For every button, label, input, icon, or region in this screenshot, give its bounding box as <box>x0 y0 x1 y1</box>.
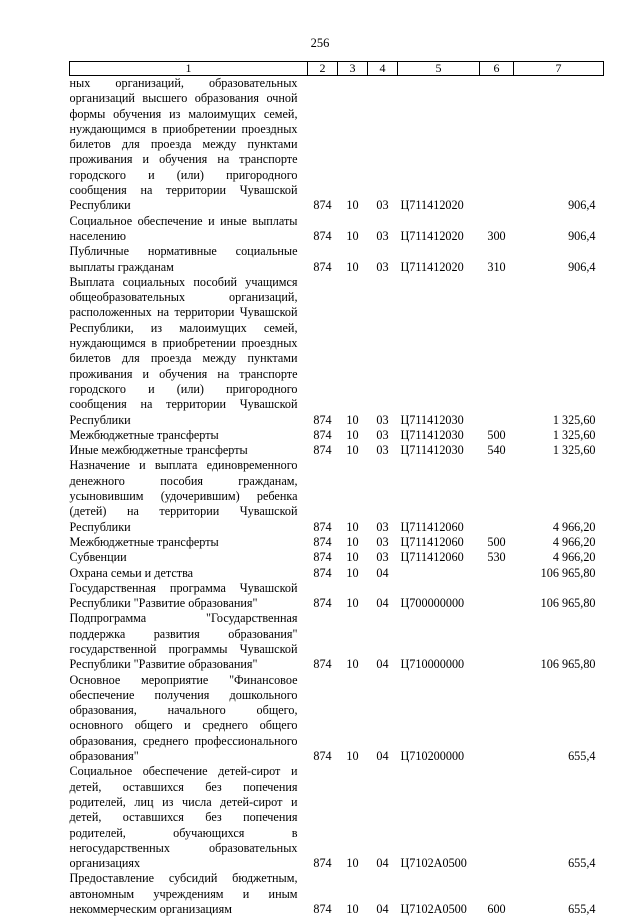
table-row <box>70 244 604 275</box>
row-subsection: 04 <box>376 749 389 764</box>
header-row <box>70 62 604 76</box>
row-name: Предоставление субсидий бюджетным, автономным учреждениям и иным некоммерческим организациям <box>69 871 298 917</box>
row-subsection: 03 <box>376 228 389 243</box>
row-name: Охрана семьи и детства <box>69 565 194 580</box>
row-expense-type: 600 <box>487 902 506 917</box>
row-amount: 906,4 <box>568 198 596 213</box>
row-name: Основное мероприятие "Финансовое обеспечение получения дошкольного образования, начального общего, основного общего и среднего общего образования, среднего профессионального образования" <box>69 672 298 764</box>
table-row <box>70 550 604 565</box>
row-section: 10 <box>346 198 359 213</box>
table-row <box>70 214 604 245</box>
table-row <box>70 764 604 871</box>
table-row <box>70 275 604 428</box>
row-section: 10 <box>346 902 359 917</box>
row-amount: 906,4 <box>568 259 596 274</box>
table-row <box>70 458 604 534</box>
row-amount: 4 966,20 <box>552 519 596 534</box>
row-section: 10 <box>346 427 359 442</box>
row-amount: 1 325,60 <box>552 443 596 458</box>
table-row <box>70 428 604 443</box>
row-subsection: 03 <box>376 412 389 427</box>
row-target-article: Ц711412030 <box>400 427 464 442</box>
table-row <box>70 566 604 581</box>
row-amount: 906,4 <box>568 228 596 243</box>
row-expense-type <box>480 673 514 765</box>
row-admin-code: 874 <box>313 228 332 243</box>
header-col-5: 5 <box>398 62 480 76</box>
row-name: Подпрограмма "Государственная поддержка развития образования" государственной программы Чувашской Республики "Развитие образования" <box>69 611 298 672</box>
row-target-article: Ц7102А0500 <box>400 902 467 917</box>
row-name: ных организаций, образовательных организаций высшего образования очной формы обучения из малоимущих семей, нуждающимся в приобретении проездных билетов для проезда между пунктами проживания и обучения на транспорте городского и (или) пригородного сообщения на территории Чувашской Республики <box>69 76 298 213</box>
row-admin-code: 874 <box>313 412 332 427</box>
row-expense-type: 540 <box>487 443 506 458</box>
row-admin-code: 874 <box>313 565 332 580</box>
row-name: Межбюджетные трансферты <box>69 427 219 442</box>
row-amount: 4 966,20 <box>552 534 596 549</box>
row-admin-code: 874 <box>313 902 332 917</box>
row-expense-type <box>480 611 514 672</box>
row-expense-type: 500 <box>487 534 506 549</box>
row-target-article <box>398 566 480 581</box>
header-col-1: 1 <box>70 62 308 76</box>
row-section: 10 <box>346 519 359 534</box>
budget-table <box>69 61 604 917</box>
row-amount: 655,4 <box>568 856 596 871</box>
row-expense-type <box>480 764 514 871</box>
row-section: 10 <box>346 550 359 565</box>
row-admin-code: 874 <box>313 596 332 611</box>
row-expense-type: 310 <box>487 259 506 274</box>
row-target-article: Ц700000000 <box>400 596 465 611</box>
row-subsection: 03 <box>376 550 389 565</box>
row-name: Выплата социальных пособий учащимся общеобразовательных организаций, расположенных на территории Чувашской Республики, из малоимущих семей, нуждающимся в приобретении проездных билетов для проезда между пунктами проживания и обучения на транспорте городского и (или) пригородного сообщения на территории Чувашской Республики <box>69 274 298 427</box>
row-admin-code: 874 <box>313 259 332 274</box>
row-expense-type: 530 <box>487 550 506 565</box>
header-col-3: 3 <box>338 62 368 76</box>
header-col-6: 6 <box>480 62 514 76</box>
row-target-article: Ц711412060 <box>400 550 464 565</box>
row-amount: 106 965,80 <box>540 596 596 611</box>
row-subsection: 03 <box>376 443 389 458</box>
row-name: Социальное обеспечение и иные выплаты населению <box>69 213 298 243</box>
row-target-article: Ц7102А0500 <box>400 856 467 871</box>
row-expense-type: 500 <box>487 427 506 442</box>
row-section: 10 <box>346 443 359 458</box>
row-amount: 1 325,60 <box>552 427 596 442</box>
row-subsection: 03 <box>376 198 389 213</box>
row-target-article: Ц710200000 <box>400 749 465 764</box>
row-admin-code: 874 <box>313 657 332 672</box>
row-subsection: 04 <box>376 596 389 611</box>
row-subsection: 03 <box>376 427 389 442</box>
row-name: Социальное обеспечение детей-сирот и детей, оставшихся без попечения родителей, лиц из числа детей-сирот и детей, оставшихся без попечения родителей, обучающихся в негосударственных образовательных организациях <box>69 764 298 871</box>
row-expense-type <box>480 566 514 581</box>
row-section: 10 <box>346 749 359 764</box>
row-section: 10 <box>346 259 359 274</box>
row-section: 10 <box>346 412 359 427</box>
row-amount: 655,4 <box>568 902 596 917</box>
row-expense-type <box>480 581 514 612</box>
page-number: 256 <box>310 36 330 50</box>
row-target-article: Ц711412060 <box>400 519 464 534</box>
row-name: Публичные нормативные социальные выплаты гражданам <box>69 244 298 274</box>
row-subsection: 03 <box>376 519 389 534</box>
row-name: Субвенции <box>69 550 127 565</box>
row-name: Государственная программа Чувашской Республики "Развитие образования" <box>69 580 298 611</box>
row-admin-code: 874 <box>313 856 332 871</box>
row-section: 10 <box>346 856 359 871</box>
table-row <box>70 76 604 214</box>
row-subsection: 04 <box>376 856 389 871</box>
row-target-article: Ц710000000 <box>400 657 465 672</box>
row-expense-type <box>480 76 514 214</box>
row-admin-code: 874 <box>313 550 332 565</box>
row-subsection: 03 <box>376 259 389 274</box>
table-row <box>70 611 604 672</box>
row-target-article: Ц711412020 <box>400 228 464 243</box>
row-amount: 106 965,80 <box>540 657 596 672</box>
table-row <box>70 443 604 458</box>
row-subsection: 03 <box>376 534 389 549</box>
row-amount: 4 966,20 <box>552 550 596 565</box>
table-row <box>70 673 604 765</box>
row-target-article: Ц711412030 <box>400 412 464 427</box>
row-section: 10 <box>346 596 359 611</box>
table-row <box>70 871 604 917</box>
row-expense-type <box>480 275 514 428</box>
table-row <box>70 535 604 550</box>
row-name: Межбюджетные трансферты <box>69 534 219 549</box>
row-admin-code: 874 <box>313 749 332 764</box>
row-name: Иные межбюджетные трансферты <box>69 443 248 458</box>
row-name: Назначение и выплата единовременного денежного пособия гражданам, усыновившим (удочерившим) ребенка (детей) на территории Чувашской Республики <box>69 458 298 534</box>
header-col-2: 2 <box>308 62 338 76</box>
row-section: 10 <box>346 657 359 672</box>
row-section: 10 <box>346 228 359 243</box>
row-target-article: Ц711412030 <box>400 443 464 458</box>
table-row <box>70 581 604 612</box>
row-amount: 655,4 <box>568 749 596 764</box>
row-section: 10 <box>346 534 359 549</box>
row-target-article: Ц711412060 <box>400 534 464 549</box>
row-subsection: 04 <box>376 565 389 580</box>
header-col-4: 4 <box>368 62 398 76</box>
row-expense-type: 300 <box>487 228 506 243</box>
row-admin-code: 874 <box>313 443 332 458</box>
row-section: 10 <box>346 565 359 580</box>
row-target-article: Ц711412020 <box>400 259 464 274</box>
row-admin-code: 874 <box>313 534 332 549</box>
row-subsection: 04 <box>376 657 389 672</box>
row-amount: 106 965,80 <box>540 565 596 580</box>
row-admin-code: 874 <box>313 198 332 213</box>
row-admin-code: 874 <box>313 427 332 442</box>
header-col-7: 7 <box>514 62 604 76</box>
row-expense-type <box>480 458 514 534</box>
row-subsection: 04 <box>376 902 389 917</box>
row-amount: 1 325,60 <box>552 412 596 427</box>
row-target-article: Ц711412020 <box>400 198 464 213</box>
row-admin-code: 874 <box>313 519 332 534</box>
